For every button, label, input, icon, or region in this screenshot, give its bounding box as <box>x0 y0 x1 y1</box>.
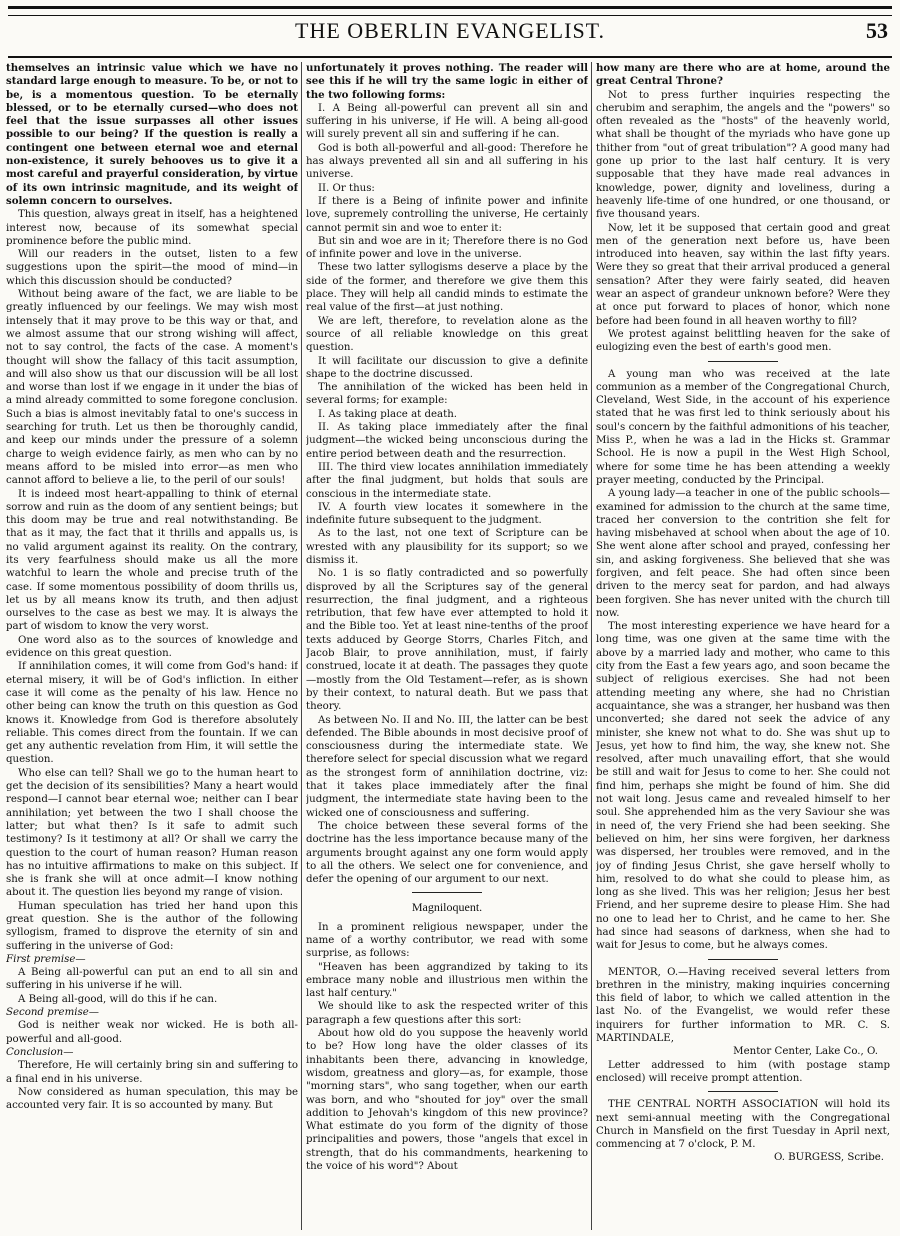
paragraph: We are left, therefore, to revelation alone as the source of all reliable knowledge on this great question. <box>306 315 588 354</box>
paragraph: IV. A fourth view locates it somewhere in the indefinite future subsequent to the judgment. <box>306 501 588 527</box>
paragraph: God is neither weak nor wicked. He is both all-powerful and all-good. <box>6 1020 298 1045</box>
paragraph: But sin and woe are in it; Therefore there is no God of infinite power and love in the universe. <box>306 235 588 261</box>
paragraph: I. A Being all-powerful can prevent all sin and suffering in his universe, if He will. A being all-good will surely prevent all sin and suffering if he can. <box>306 102 588 141</box>
paragraph: A young man who was received at the late communion as a member of the Congregational Church, Cleveland, West Side, in the account of his experience stated that he was first led to think seriously about his soul's concern by the faithful admonitions of his teacher, Miss P., when he was a lad in the Hicks st. Grammar School. He is now a pupil in the West High School, where for some time he has been attending a weekly prayer meeting, conducted by the Principal. <box>596 368 890 486</box>
syllogism-label: First premise— <box>6 953 86 965</box>
paragraph: A young lady—a teacher in one of the public schools—examined for admission to the church at the same time, traced her conversion to the contrition she felt for having misbehaved at school when about the age of 10. She went alone after school and prayed, confessing her sin, and asking forgiveness. She believed that she was forgiven, and felt peace. She had often since been driven to the mercy seat for pardon, and had always been forgiven. She has never united with the church till now. <box>596 488 890 619</box>
section-divider <box>412 892 482 893</box>
notice-signature: O. BURGESS, Scribe. <box>773 1152 884 1164</box>
notice-mentor: MENTOR, O.—Having received several letters from brethren in the ministry, making inquiries concerning this field of labor, to which we called attention in the last No. of the Evangelist, we would refer these inquirers for further information to MR. C. S. MARTINDALE, <box>596 966 890 1045</box>
section-divider <box>708 361 778 362</box>
paragraph: Human speculation has tried her hand upon this great question. She is the author of the following syllogism, framed to disprove the eternity of sin and suffering in the universe of God: <box>6 900 298 952</box>
paragraph: III. The third view locates annihilation immediately after the final judgment, but holds that souls are conscious in the intermediate state. <box>306 461 588 500</box>
paragraph: It is indeed most heart-appalling to think of eternal sorrow and ruin as the doom of any sentient beings; but this doom may be true and real notwithstanding. Be that as it may, the fact that it thrills and appalls us, is no valid argument against its reality. On the contrary, its very fearfulness should make us all the more watchful to learn the whole and precise truth of the case. If some momentous possibility of doom thrills us, let us by all means know its truth, and then adjust ourselves to the case as best we may. It is always the part of wisdom to know the very worst. <box>6 488 298 633</box>
top-double-rule <box>8 6 892 16</box>
paragraph: how many are there who are at home, around the great Central Throne? <box>596 62 890 88</box>
paragraph: II. Or thus: <box>318 182 375 194</box>
paragraph: One word also as to the sources of knowledge and evidence on this great question. <box>6 634 298 660</box>
section-divider <box>708 959 778 960</box>
newspaper-title: THE OBERLIN EVANGELIST. <box>295 18 605 43</box>
paragraph: The choice between these several forms of the doctrine has the less importance because many of the arguments brought against any one form would apply to all the others. We select one for convenience, and defer the opening of our argument to our next. <box>306 820 588 886</box>
paragraph: If annihilation comes, it will come from God's hand: if eternal misery, it will be of God's infliction. In either case it will come as the penalty of his law. Hence no other being can know the truth on this question as God knows it. Knowledge from God is therefore absolutely reliable. This comes direct from the fountain. If we can get any authentic revelation from Him, it will settle the question. <box>6 661 298 766</box>
notice-letter: Letter addressed to him (with postage stamp enclosed) will receive prompt attention. <box>596 1059 890 1084</box>
quote-paragraph: "Heaven has been aggrandized by taking to its embrace many noble and illustrious men within the last half century." <box>306 961 588 1000</box>
paragraph: These two latter syllogisms deserve a place by the side of the former, and therefore we give them this place. They will help all candid minds to estimate the real value of the first—at just nothing. <box>306 262 588 314</box>
paragraph: The most interesting experience we have heard for a long time, was one given at the same time with the above by a married lady and mother, who came to this city from the East a few years ago, and soon became the subject of religious exercises. She had not been attending meeting any where, she had no Christian acquaintance, she was a stranger, her husband was then unconverted; she dared not seek the advice of any minister, she knew not what to do. She was shut up to Jesus, yet how to find him, the way, she knew not. She resolved, after much unavailing effort, that she would be still and wait for Jesus to come to her. She could not find him, perhaps she might be found of him. She did not wait long. Jesus came and revealed himself to her soul. She apprehended him as the very Saviour she was in need of, the very Friend she had been seeking. She believed on him, her sins were forgiven, her darkness was dispersed, her troubles were removed, and in the joy of finding Jesus Christ, she gave herself wholly to him, resolved to do what she could to please him, as long as she lived. This was her religion; Jesus her best Friend, and her supreme desire to please Him. She had no one to lead her to Christ, and he came to her. She had since had seasons of darkness, when she had to wait for Jesus to come, but he always comes. <box>596 621 890 952</box>
article-heading-magniloquent: Magniloquent. <box>411 900 483 915</box>
masthead <box>0 18 900 48</box>
paragraph: Now considered as human speculation, this may be accounted very fair. It is so accounted by many. But <box>6 1086 298 1112</box>
column-separator-2 <box>591 62 592 1230</box>
paragraph: In a prominent religious newspaper, under the name of a worthy contributor, we read with some surprise, as follows: <box>306 921 588 960</box>
column-1 <box>6 62 298 1232</box>
paragraph: Without being aware of the fact, we are liable to be greatly influenced by our feelings. We may wish most intensely that it may prove to be this way or that, and we almost assume that our strong wishing will affect, not to say control, the facts of the case. A moment's thought will show the fallacy of this tacit assumption, and will also show us that our discussion will be all lost and worse than lost if we engage in it under the bias of a mind already committed to some foregone conclusion. Such a bias is almost inevitably fatal to one's success in searching for truth. Let us then be thoroughly candid, and keep our minds under the pressure of a solemn charge to weigh evidence fairly, as men who can by no means afford to be misled into error—as men who cannot afford to believe a lie, to the peril of our souls! <box>6 289 298 487</box>
paragraph: II. As taking place immediately after the final judgment—the wicked being unconscious during the entire period between death and the resurrection. <box>306 422 588 460</box>
syllogism-label: Second premise— <box>6 1007 99 1019</box>
syllogism-label: Conclusion— <box>6 1046 74 1058</box>
paragraph: I. As taking place at death. <box>318 408 457 420</box>
column-3 <box>596 62 890 1232</box>
paragraph: As between No. II and No. III, the latter can be best defended. The Bible abounds in most decisive proof of consciousness during the intermediate state. We therefore select for special discussion what we regard as the strongest form of annihilation doctrine, viz: that it takes place immediately after the final judgment, the intermediate state having been to the wicked one of consciousness and suffering. <box>306 714 588 819</box>
paragraph: A Being all-powerful can put an end to all sin and suffering in his universe if he will. <box>6 967 298 992</box>
paragraph: Not to press further inquiries respecting the cherubim and seraphim, the angels and the "powers" so often revealed as the "hosts" of the heavenly world, what shall be thought of the myriads who have gone up thither from "out of great tribulation"? A good many had gone up prior to the last half century. It is very supposable that they have made real advances in knowledge, power, dignity and loveliness, during a heavenly life-time of one hundred, or one thousand, or five thousand years. <box>596 89 890 221</box>
notice-address: Mentor Center, Lake Co., O. <box>733 1046 878 1058</box>
paragraph: The annihilation of the wicked has been held in several forms; for example: <box>306 382 588 407</box>
paragraph: About how old do you suppose the heavenly world to be? How long have the older classes of its inhabitants been there, advancing in knowledge, wisdom, greatness and glory—as, for example, those "morning stars", who sang together, when our earth was born, and who "shouted for joy" over the small addition to Jehovah's kingdom of this new province? What estimate do you form of the dignity of those principalities and powers, those "angels that excel in strength, that do his commandments, hearkening to the voice of his word"? About <box>306 1028 588 1173</box>
column-2 <box>306 62 588 1232</box>
paragraph: Will our readers in the outset, listen to a few suggestions upon the spirit—the mood of mind—in which this discussion should be conducted? <box>6 249 298 287</box>
header-rule <box>8 56 892 61</box>
notice-association: THE CENTRAL NORTH ASSOCIATION will hold its next semi-annual meeting with the Congregational Church in Mansfield on the first Tuesday in April next, commencing at 7 o'clock, P. M. <box>596 1099 890 1151</box>
paragraph: As to the last, not one text of Scripture can be wrested with any plausibility for its support; so we dismiss it. <box>306 528 588 566</box>
paragraph: themselves an intrinsic value which we have no standard large enough to measure. To be, or not to be, is a momentous question. To be eternally blessed, or to be eternally cursed—who does not feel that the issue surpasses all other issues possible to our being? If the question is really a contingent one between eternal woe and eternal non-existence, it surely behooves us to give it a most careful and prayerful consideration, by virtue of its own intrinsic magnitude, and its weight of solemn concern to ourselves. <box>6 62 298 207</box>
paragraph: unfortunately it proves nothing. The reader will see this if he will try the same logic in either of the two following forms: <box>306 62 588 101</box>
paragraph: Therefore, He will certainly bring sin and suffering to a final end in his universe. <box>6 1060 298 1085</box>
column-separator-1 <box>301 62 302 1230</box>
paragraph: This question, always great in itself, has a heightened interest now, because of its somewhat special prominence before the public mind. <box>6 209 298 247</box>
paragraph: God is both all-powerful and all-good: Therefore he has always prevented all sin and all suffering in his universe. <box>306 142 588 181</box>
paragraph: No. 1 is so flatly contradicted and so powerfully disproved by all the Scriptures say of the general resurrection, the final judgment, and a righteous retribution, that few have ever attempted to hold it and the Bible too. Yet at least nine-tenths of the proof texts adduced by George Storrs, Charles Fitch, and Jacob Blair, to prove annihilation, must, if fairly construed, locate it at death. The passages they quote—mostly from the Old Testament—refer, as is shown by their context, to natural death. But we pass that theory. <box>306 568 588 713</box>
paragraph: We should like to ask the respected writer of this paragraph a few questions after this sort: <box>306 1001 588 1026</box>
paragraph: Who else can tell? Shall we go to the human heart to get the decision of its sensibilities? Many a heart would respond—I cannot bear eternal woe; neither can I bear annihilation; yet between the two I shall choose the latter; but what then? Is it safe to admit such testimony? Is it testimony at all? Or shall we carry the question to the court of human reason? Human reason has no intuitive affirmations to make on this subject. If she is frank she will at once admit—I know nothing about it. The question lies beyond my range of vision. <box>6 767 298 899</box>
paragraph: Now, let it be supposed that certain good and great men of the generation next before us, have been introduced into heaven, say within the last fifty years. Were they so great that their arrival produced a general sensation? After they were fairly seated, did heaven wear an aspect of grandeur unknown before? Were they at once put forward to places of honor, which none before had been found in all heaven worthy to fill? <box>596 222 890 327</box>
paragraph: We protest against belittling heaven for the sake of eulogizing even the best of earth's good men. <box>596 328 890 354</box>
paragraph: If there is a Being of infinite power and infinite love, supremely controlling the universe, He certainly cannot permit sin and woe to enter it: <box>306 195 588 234</box>
section-divider <box>708 1091 778 1092</box>
paragraph: It will facilitate our discussion to give a definite shape to the doctrine discussed. <box>306 355 588 380</box>
page-number: 53 <box>866 18 888 43</box>
paragraph: A Being all-good, will do this if he can. <box>18 993 218 1005</box>
